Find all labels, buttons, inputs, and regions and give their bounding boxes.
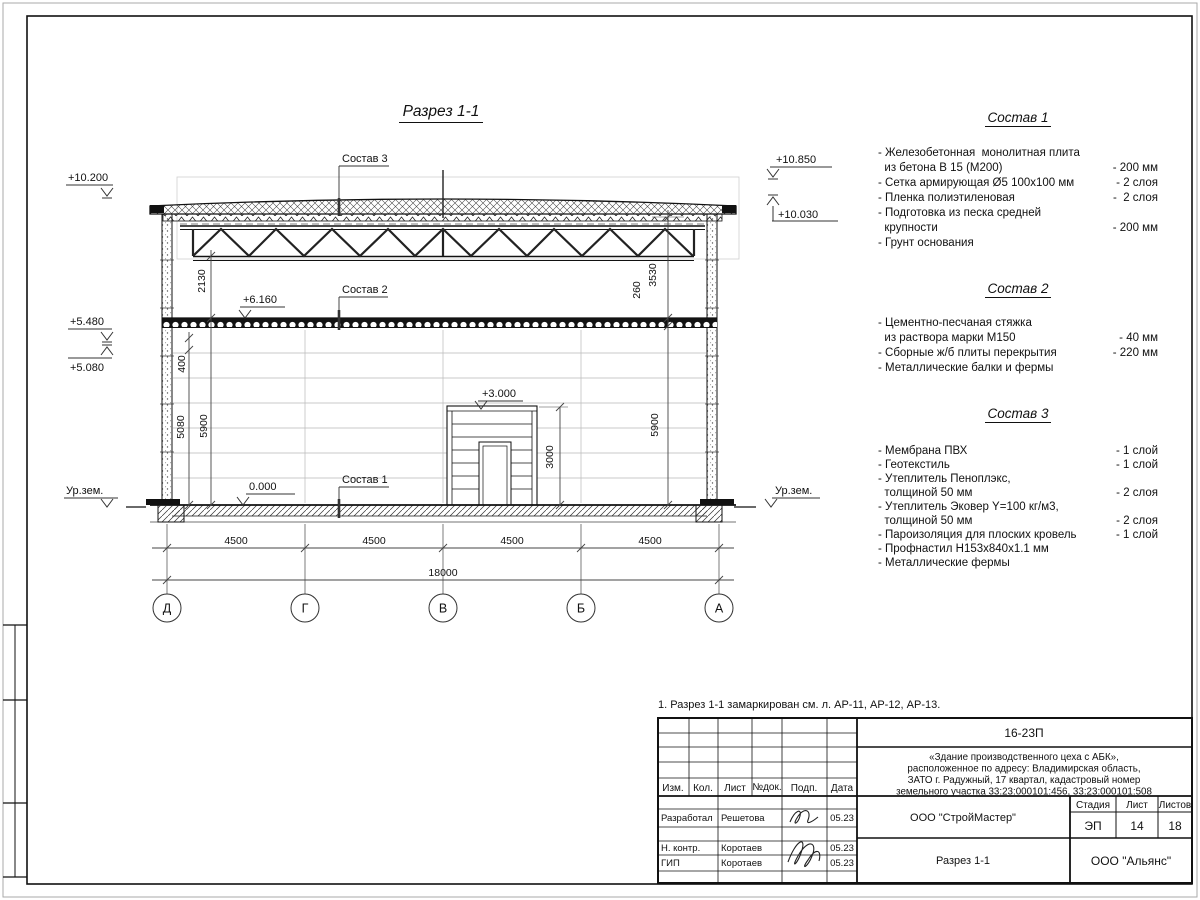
right-wall	[705, 214, 719, 505]
row3-date: 05.23	[830, 858, 854, 869]
callout-sostav1: Состав 1	[342, 474, 388, 486]
list-item: - Утеплитель Эковер Y=100 кг/м3,	[878, 501, 1059, 513]
list-item: из раствора марки М150 - 40 мм	[878, 332, 1158, 344]
dim-5080: 5080	[175, 415, 187, 439]
dim-5900-right: 5900	[649, 413, 661, 437]
elev-5080: +5.080	[70, 362, 104, 374]
axis-v: В	[438, 601, 448, 616]
ground-floor	[126, 499, 756, 522]
sheets-total: 18	[1168, 819, 1182, 833]
comp3-list	[878, 444, 1158, 570]
dimension-chains	[185, 210, 684, 509]
customer-name: ООО "Альянс"	[1090, 854, 1172, 868]
list-item: - Металлические фермы	[878, 557, 1010, 569]
comp1-list	[878, 146, 1158, 251]
list-item: крупности - 200 мм	[878, 222, 1158, 234]
interior-lines	[173, 330, 706, 503]
dim-2130: 2130	[196, 269, 208, 293]
list-item: - Утеплитель Пеноплэкс,	[878, 473, 1011, 485]
signature-2	[788, 842, 820, 867]
dim-5900-left: 5900	[198, 414, 210, 438]
drawing-title: Разрез 1-1	[386, 103, 496, 121]
row2-name: Коротаев	[721, 843, 763, 854]
comp3-heading: Состав 3	[878, 406, 1158, 421]
project-line-2: расположенное по адресу: Владимирская область,	[907, 763, 1141, 775]
header-podp: Подп.	[790, 783, 818, 794]
callout-sostav2: Состав 2	[342, 284, 388, 296]
elev-10200: +10.200	[68, 172, 109, 184]
dim-400: 400	[176, 355, 188, 373]
elev-6160: +6.160	[243, 294, 277, 306]
elev-0000: 0.000	[249, 481, 277, 493]
header-sheets: Листов	[1158, 800, 1192, 811]
list-item: - Мембрана ПВХ - 1 слой	[878, 445, 1158, 457]
header-kol: Кол.	[693, 783, 713, 794]
list-item: - Геотекстиль - 1 слой	[878, 459, 1158, 471]
row1-role: Разработал	[661, 813, 713, 824]
list-item: из бетона В 15 (М200) - 200 мм	[878, 162, 1158, 174]
header-sheet: Лист	[1126, 800, 1148, 811]
callout-sostav3: Состав 3	[342, 153, 388, 165]
dim-bay-1: 4500	[224, 535, 248, 547]
row2-role: Н. контр.	[661, 843, 701, 854]
row1-date: 05.23	[830, 813, 854, 824]
axis-a: А	[714, 601, 724, 616]
header-stadia: Стадия	[1075, 800, 1111, 811]
project-line-1: «Здание производственного цеха с АБК»,	[929, 752, 1119, 763]
dim-3000: 3000	[544, 445, 556, 469]
list-item: - Сборные ж/б плиты перекрытия - 220 мм	[878, 347, 1158, 359]
elev-5480: +5.480	[70, 316, 104, 328]
comp1-heading: Состав 1	[878, 110, 1158, 125]
stage-value: ЭП	[1084, 819, 1102, 833]
axis-g: Г	[301, 601, 309, 616]
row3-role: ГИП	[661, 858, 680, 869]
header-data: Дата	[830, 783, 854, 794]
roof-assembly	[150, 170, 736, 224]
dim-bay-3: 4500	[500, 535, 524, 547]
sheet-number: 14	[1130, 819, 1144, 833]
dim-total: 18000	[428, 567, 458, 579]
axis-b: Б	[576, 601, 586, 616]
building-section	[126, 170, 756, 522]
list-item: - Цементно-песчаная стяжка	[878, 317, 1032, 329]
axis-d: Д	[162, 601, 172, 616]
gate	[447, 406, 537, 505]
comp2-heading: Состав 2	[878, 281, 1158, 296]
list-item: - Профнастил Н153х840х1.1 мм	[878, 543, 1049, 555]
dim-bay-2: 4500	[362, 535, 386, 547]
left-wall	[160, 214, 174, 505]
ground-level-left: Ур.зем.	[66, 485, 104, 497]
list-item: - Сетка армирующая Ø5 100х100 мм - 2 слоя	[878, 177, 1158, 189]
project-line-4: земельного участка 33:23:000101:456, 33:23:000101:508	[896, 786, 1152, 798]
ground-level-right: Ур.зем.	[775, 485, 813, 497]
header-izm: Изм.	[662, 783, 684, 794]
dim-bay-4: 4500	[638, 535, 662, 547]
doc-number: 16-23П	[1004, 726, 1044, 740]
roof-truss	[180, 226, 705, 261]
sheet-name: Разрез 1-1	[935, 855, 991, 867]
header-ndok: №док.	[752, 782, 782, 793]
row3-name: Коротаев	[721, 858, 763, 869]
elev-10850: +10.850	[776, 154, 817, 166]
list-item: - Металлические балки и фермы	[878, 362, 1054, 374]
list-item: - Железобетонная монолитная плита	[878, 147, 1080, 159]
comp2-list	[878, 316, 1158, 376]
list-item: толщиной 50 мм - 2 слоя	[878, 515, 1158, 527]
row2-date: 05.23	[830, 843, 854, 854]
sheet-note: 1. Разрез 1-1 замаркирован см. л. АР-11, АР-12, АР-13.	[658, 699, 941, 711]
org-name: ООО "СтройМастер"	[910, 812, 1016, 824]
project-line-3: ЗАТО г. Радужный, 17 квартал, кадастровый номер	[907, 775, 1141, 786]
header-list: Лист	[724, 783, 746, 794]
list-item: толщиной 50 мм - 2 слоя	[878, 487, 1158, 499]
elev-10030: +10.030	[778, 209, 819, 221]
elev-3000: +3.000	[482, 388, 516, 400]
list-item: - Пленка полиэтиленовая - 2 слоя	[878, 192, 1158, 204]
floor-slab	[162, 318, 717, 328]
list-item: - Подготовка из песка средней	[878, 207, 1042, 219]
dim-260: 260	[631, 281, 643, 299]
list-item: - Пароизоляция для плоских кровель - 1 слой	[878, 529, 1158, 541]
signature-1	[790, 811, 818, 823]
dim-3530: 3530	[647, 263, 659, 287]
list-item: - Грунт основания	[878, 237, 974, 249]
row1-name: Решетова	[721, 813, 765, 824]
